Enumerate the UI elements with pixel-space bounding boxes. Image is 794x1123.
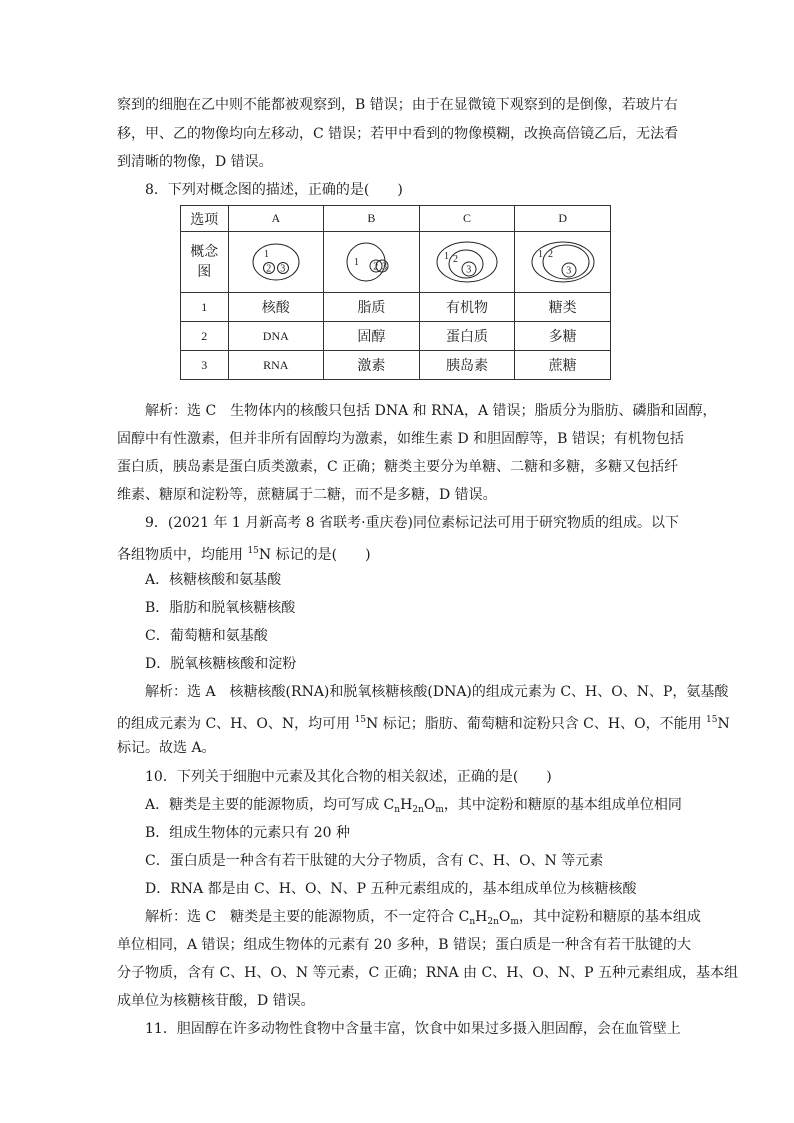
table-header-cell: C — [419, 206, 515, 232]
q10-analysis-line: 成单位为核糖核苷酸，D 错误。 — [117, 993, 315, 1009]
table-row — [181, 293, 611, 322]
table-cell: 3 — [181, 351, 229, 380]
formula-subscript: 2n — [412, 805, 424, 815]
option-text: A．糖类是主要的能源物质，均可写成 C — [145, 797, 395, 813]
table-cell: 脂质 — [324, 293, 420, 322]
question-11-stem: 11．胆固醇在许多动物性食物中含量丰富，饮食中如果过多摄入胆固醇，会在血管壁上 — [145, 1021, 681, 1037]
q9-option-b: B．脂肪和脱氧核糖核酸 — [145, 600, 296, 616]
set-1-label: 1 — [444, 251, 450, 262]
table-row — [181, 322, 611, 351]
table-cell: 2 — [181, 322, 229, 351]
diagram-cell-b — [324, 232, 420, 293]
intro-line: 移，甲、乙的物像均向左移动，C 错误；若甲中看到的物像模糊，改换高倍镜乙后，无法看 — [117, 126, 679, 142]
question-9-stem-line-2 — [117, 541, 371, 565]
diagram-d — [528, 240, 598, 284]
set-1-label: 1 — [537, 249, 543, 260]
q9-option-c: C．葡萄糖和氨基酸 — [145, 628, 268, 644]
diagram-b — [336, 240, 406, 284]
formula-subscript: n — [469, 917, 476, 927]
q9-analysis-line: 解析：选 A 核糖核酸(RNA)和脱氧核糖核酸(DNA)的组成元素为 C、H、O、N、P，氨基酸 — [145, 684, 729, 700]
table-cell: RNA — [228, 351, 324, 380]
formula-subscript: m — [510, 917, 519, 927]
formula-symbol: O — [423, 797, 436, 813]
q10-option-a — [145, 795, 682, 820]
analysis-text: ，其中淀粉和糖原的基本组成 — [518, 909, 701, 925]
q8-analysis-line: 固醇中有性激素，但并非所有固醇均为激素，如维生素 D 和胆固醇等，B 错误；有机物包括 — [117, 431, 684, 447]
diagram-cell-a — [228, 232, 324, 293]
table-header-cell: 选项 — [181, 206, 229, 232]
question-9-stem: 9．(2021 年 1 月新高考 8 省联考·重庆卷)同位素标记法可用于研究物质的组成。以下 — [145, 515, 679, 531]
formula-subscript: n — [394, 805, 401, 815]
diagram-row-label — [181, 232, 229, 293]
q10-option-b: B．组成生物体的元素只有 20 种 — [145, 825, 351, 841]
formula-subscript: 2n — [487, 917, 499, 927]
table-cell: 核酸 — [228, 293, 324, 322]
q9-analysis-line — [117, 710, 730, 734]
q10-analysis-line: 单位相同，A 错误；组成生物体的元素有 20 多种，B 错误；蛋白质是一种含有若干肽键的大 — [117, 937, 692, 953]
table-cell: 1 — [181, 293, 229, 322]
set-3-label: 3 — [382, 261, 388, 273]
table-cell: 多糖 — [515, 322, 611, 351]
table-cell: 蔗糖 — [515, 351, 611, 380]
q9-option-a: A．核糖核酸和氨基酸 — [145, 572, 282, 588]
set-3-label: 3 — [466, 264, 472, 276]
q8-analysis-line: 解析：选 C 生物体内的核酸只包括 DNA 和 RNA，A 错误；脂质分为脂肪、磷脂和固醇， — [145, 403, 717, 419]
analysis-text: 解析：选 C 糖类是主要的能源物质，不一定符合 C — [145, 909, 470, 925]
isotope-mass: 15 — [354, 715, 367, 725]
concept-map-table — [180, 205, 611, 380]
set-1-circle — [532, 242, 594, 282]
set-3-label: 3 — [280, 263, 286, 275]
analysis-text: 的组成元素为 C、H、O、N，均可用 — [117, 716, 355, 732]
analysis-text: N 标记；脂肪、葡萄糖和淀粉只含 C、H、O，不能用 — [366, 716, 707, 732]
formula-symbol: O — [498, 909, 511, 925]
stem-text: 各组物质中，均能用 — [117, 547, 248, 563]
formula-subscript: m — [435, 805, 444, 815]
table-header-row — [181, 206, 611, 232]
diagram-cell-c — [419, 232, 515, 293]
intro-line: 到清晰的物像，D 错误。 — [117, 154, 273, 170]
set-2-label: 2 — [453, 254, 459, 265]
table-cell: 激素 — [324, 351, 420, 380]
formula-symbol: H — [400, 797, 413, 813]
diagram-c — [432, 240, 502, 284]
set-1-label: 1 — [354, 257, 360, 268]
diagram-label-line: 概念 — [190, 244, 219, 260]
intro-line: 察到的细胞在乙中则不能都被观察到，B 错误；由于在显微镜下观察到的是倒像，若玻片右 — [117, 97, 678, 113]
diagram-cell-d — [515, 232, 611, 293]
q8-analysis-line: 维素、糖原和淀粉等，蔗糖属于二糖，而不是多糖，D 错误。 — [117, 487, 497, 503]
isotope-mass: 15 — [706, 715, 718, 725]
table-header-cell: A — [228, 206, 324, 232]
option-text: ，其中淀粉和糖原的基本组成单位相同 — [443, 797, 682, 813]
q10-option-d: D．RNA 都是由 C、H、O、N、P 五种元素组成的，基本组成单位为核糖核酸 — [145, 881, 637, 897]
set-2-label: 2 — [266, 263, 272, 275]
set-2-label: 2 — [547, 249, 553, 260]
table-cell: 胰岛素 — [419, 351, 515, 380]
set-2-label: 2 — [373, 261, 379, 273]
diagram-a — [241, 240, 311, 284]
isotope-mass: 15 — [247, 546, 259, 556]
table-row — [181, 351, 611, 380]
table-cell: 固醇 — [324, 322, 420, 351]
set-1-circle — [253, 244, 299, 280]
table-cell: 糖类 — [515, 293, 611, 322]
table-diagram-row — [181, 232, 611, 293]
q10-analysis-line — [145, 907, 701, 932]
table-cell: 蛋白质 — [419, 322, 515, 351]
table-header-cell: D — [515, 206, 611, 232]
table-cell: DNA — [228, 322, 324, 351]
q10-option-c: C．蛋白质是一种含有若干肽键的大分子物质，含有 C、H、O、N 等元素 — [145, 853, 604, 869]
formula-symbol: H — [475, 909, 488, 925]
analysis-text: N — [717, 716, 730, 732]
q10-analysis-line: 分子物质，含有 C、H、O、N 等元素，C 正确；RNA 由 C、H、O、N、P 五种元素组成，基本组 — [117, 965, 739, 981]
set-3-label: 3 — [565, 265, 571, 277]
q9-option-d: D．脱氧核糖核酸和淀粉 — [145, 656, 297, 672]
diagram-label-line: 图 — [197, 264, 212, 280]
q9-analysis-line: 标记。故选 A。 — [117, 740, 216, 756]
stem-text: N 标记的是( ) — [258, 547, 371, 563]
set-1-circle — [347, 243, 388, 281]
question-8-stem: 8．下列对概念图的描述，正确的是( ) — [145, 182, 403, 198]
set-1-label: 1 — [263, 249, 269, 260]
q8-analysis-line: 蛋白质，胰岛素是蛋白质类激素，C 正确；糖类主要分为单糖、二糖和多糖，多糖又包括纤 — [117, 459, 679, 475]
table-cell: 有机物 — [419, 293, 515, 322]
question-10-stem: 10．下列关于细胞中元素及其化合物的相关叙述，正确的是( ) — [145, 769, 552, 785]
table-header-cell: B — [324, 206, 420, 232]
